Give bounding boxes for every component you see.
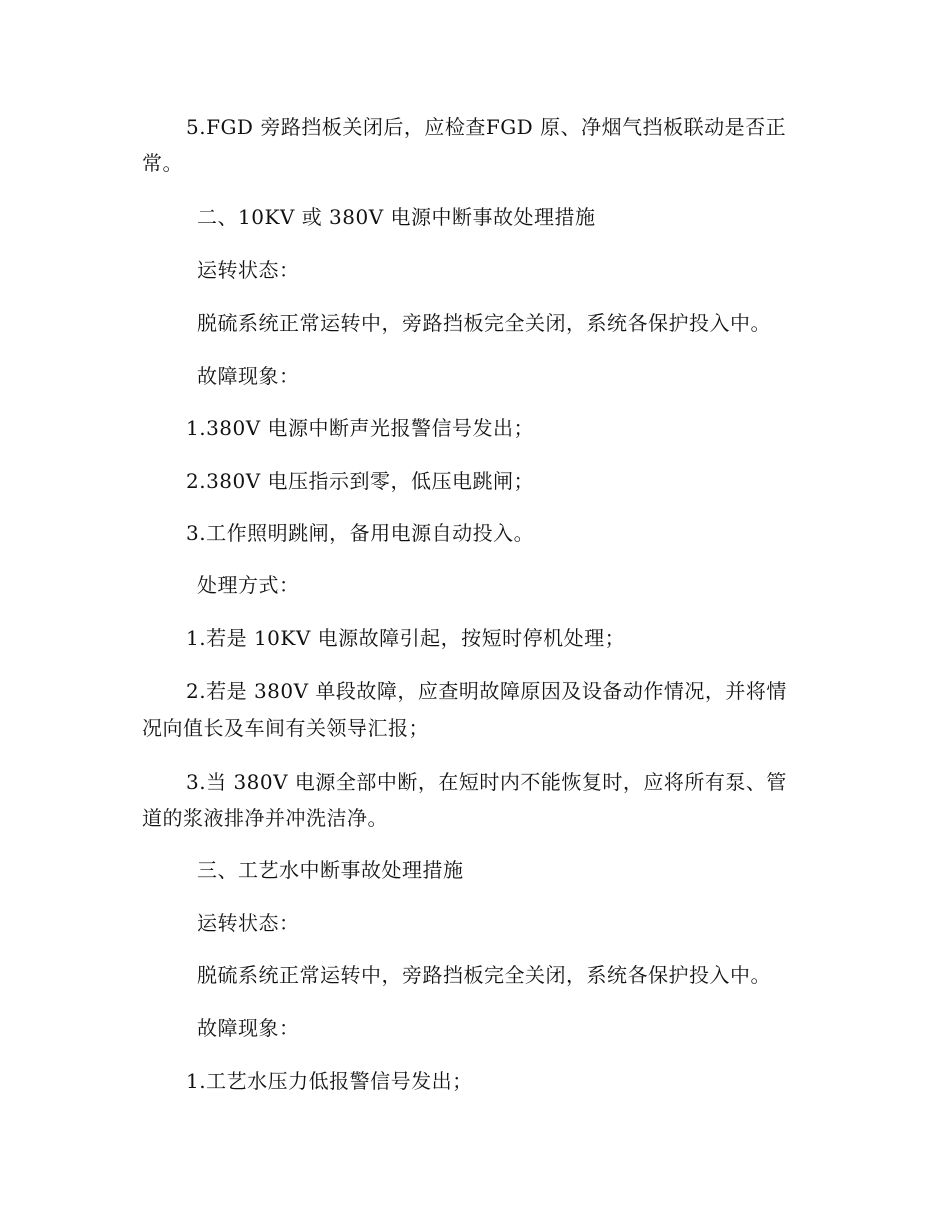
paragraph-operating-state: 脱硫系统正常运转中，旁路挡板完全关闭，系统各保护投入中。 <box>197 311 771 335</box>
list-item-fault-1: 1.380V 电源中断声光报警信号发出； <box>186 416 535 440</box>
section-heading-power-outage: 二、10KV 或 380V 电源中断事故处理措施 <box>197 205 596 229</box>
list-item-handling-2-line-2: 况向值长及车间有关领导汇报； <box>142 716 429 740</box>
paragraph-operating-state-2: 脱硫系统正常运转中，旁路挡板完全关闭，系统各保护投入中。 <box>197 963 771 987</box>
list-item-handling-3-line-1: 3.当 380V 电源全部中断，在短时内不能恢复时，应将所有泵、管 <box>186 770 787 794</box>
list-item-handling-1: 1.若是 10KV 电源故障引起，按短时停机处理； <box>186 626 626 650</box>
paragraph-fgd-check-line-2: 常。 <box>142 151 183 175</box>
label-handling-method: 处理方式： <box>197 573 300 597</box>
paragraph-fgd-check-line-1: 5.FGD 旁路挡板关闭后，应检查FGD 原、净烟气挡板联动是否正 <box>186 115 787 139</box>
list-item-fault-2: 2.380V 电压指示到零，低压电跳闸； <box>186 469 535 493</box>
list-item-fault-3: 3.工作照明跳闸，备用电源自动投入。 <box>186 521 535 545</box>
section-heading-process-water: 三、工艺水中断事故处理措施 <box>197 858 464 882</box>
list-item-water-fault-1: 1.工艺水压力低报警信号发出； <box>186 1069 473 1093</box>
label-operating-state-2: 运转状态： <box>197 911 300 935</box>
label-fault-phenomena-2: 故障现象： <box>197 1016 300 1040</box>
list-item-handling-3-line-2: 道的浆液排净并冲洗洁净。 <box>142 806 388 830</box>
label-operating-state: 运转状态： <box>197 258 300 282</box>
list-item-handling-2-line-1: 2.若是 380V 单段故障，应查明故障原因及设备动作情况，并将情 <box>186 679 787 703</box>
label-fault-phenomena: 故障现象： <box>197 364 300 388</box>
